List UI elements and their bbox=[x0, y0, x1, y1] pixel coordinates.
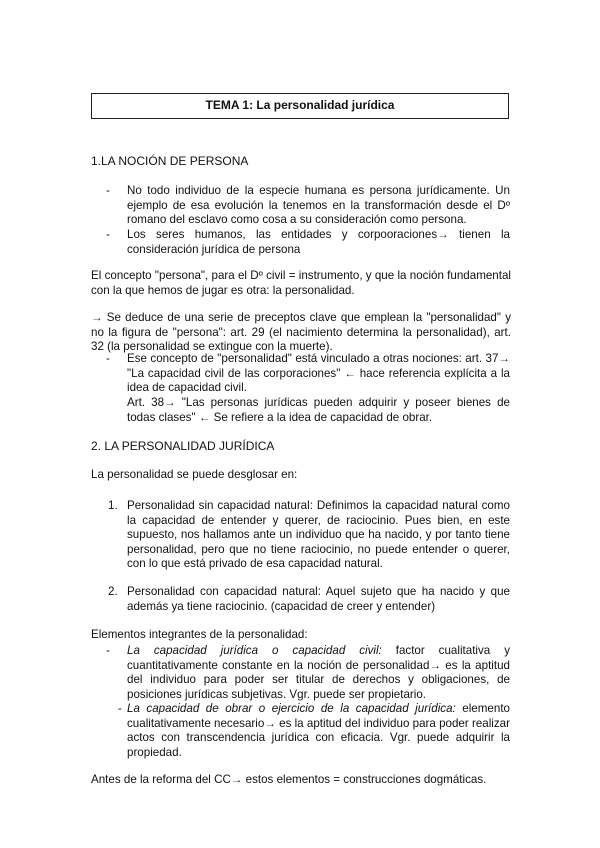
bullet-dash: - bbox=[106, 352, 110, 365]
closing-paragraph: Antes de la reforma del CC→ estos elementos = construcciones dogmáticas. bbox=[91, 773, 487, 786]
nested-item: Ese concepto de "personalidad" está vinculado a otras nociones: art. 37→ "La capacidad civil de las corporaciones" ← hace referencia explícita a la idea de capacidad civil. bbox=[127, 352, 510, 395]
deduce-paragraph: → Se deduce de una serie de preceptos clave que emplean la "personalidad" y no la figura de "persona": art. 29 (el nacimiento determina la personalidad), art. 32 (la personalidad se extingue con la muerte). bbox=[91, 311, 511, 354]
element-item bbox=[127, 702, 510, 760]
list-number: 1. bbox=[108, 499, 118, 512]
section2-heading: 2. LA PERSONALIDAD JURÍDICA bbox=[91, 439, 275, 453]
list-number: 2. bbox=[108, 585, 118, 598]
element-text: factor cualitativa y cuantitativamente constante en la noción de personalidad→ es la aptitud del individuo para poder ser titular de derechos y obligaciones, de posiciones jurídicas subjetivas. Vgr. puede ser propietario. bbox=[127, 644, 510, 701]
element-item bbox=[127, 644, 510, 702]
bullet-dash: - bbox=[106, 228, 110, 241]
section2-intro: La personalidad se puede desglosar en: bbox=[91, 468, 298, 481]
numbered-item: Personalidad sin capacidad natural: Definimos la capacidad natural como la capacidad de entender y querer, de raciocinio. Pues bien, en este supuesto, nos hallamos ante un individuo que ha nacido, y por tanto tiene personalidad, pero que no tiene raciocinio, no puede entender o querer, con lo que está privado de esa capacidad natural. bbox=[127, 499, 510, 571]
numbered-item: Personalidad con capacidad natural: Aquel sujeto que ha nacido y que además ya tiene raciocinio. (capacidad de creer y entender) bbox=[127, 585, 510, 613]
bullet-dash: - bbox=[118, 702, 122, 715]
bullet-item: Los seres humanos, las entidades y corpooraciones→ tienen la consideración jurídica de persona bbox=[127, 228, 510, 256]
concept-paragraph: El concepto "persona", para el Dº civil = instrumento, y que la noción fundamental con la que hemos de jugar es otra: la personalidad. bbox=[91, 269, 511, 297]
elements-intro: Elementos integrantes de la personalidad: bbox=[91, 628, 308, 641]
section1-heading: 1.LA NOCIÓN DE PERSONA bbox=[91, 154, 249, 168]
bullet-dash: - bbox=[106, 184, 110, 197]
element-text: elemento cualitativamente necesario→ es la aptitud del individuo para poder realizar actos con transcendencia jurídica con eficacia. Vgr. puede adquirir la propiedad. bbox=[127, 702, 510, 759]
page-title: TEMA 1: La personalidad jurídica bbox=[91, 93, 509, 119]
element-term: La capacidad de obrar o ejercicio de la capacidad jurídica: bbox=[127, 702, 456, 715]
element-term: La capacidad jurídica o capacidad civil: bbox=[127, 644, 382, 657]
bullet-dash: - bbox=[106, 644, 110, 657]
bullet-item: No todo individuo de la especie humana es persona jurídicamente. Un ejemplo de esa evolución la tenemos en la transformación desde el Dº romano del esclavo como cosa a su consideración como persona. bbox=[127, 184, 510, 227]
nested-item-continuation: Art. 38→ "Las personas jurídicas pueden adquirir y poseer bienes de todas clases" ← Se refiere a la idea de capacidad de obrar. bbox=[127, 396, 510, 424]
